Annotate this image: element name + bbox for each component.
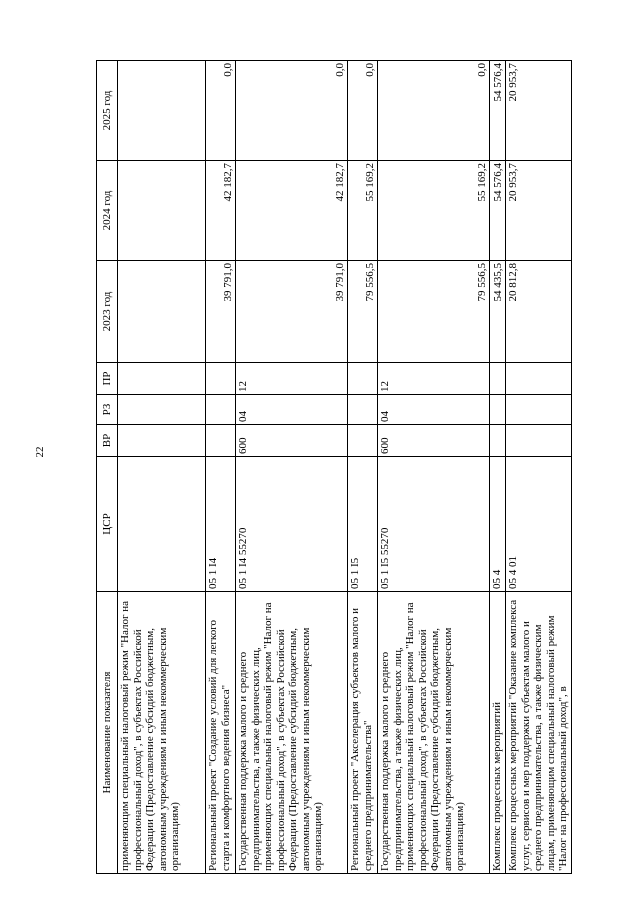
row-rz: 04 [236,395,348,425]
row-2025: 0,0 [206,61,236,161]
budget-table-container [96,61,569,874]
table-row [236,61,348,874]
table-row [348,61,378,874]
row-csr: 05 1 I5 [348,457,378,592]
row-2024: 42 182,7 [206,161,236,261]
row-vr: 600 [378,425,490,457]
row-rz [118,395,206,425]
row-pr [506,363,572,395]
row-2025: 54 576,4 [490,61,506,161]
row-vr: 600 [236,425,348,457]
row-2023 [118,261,206,363]
header-pr: ПР [97,363,118,395]
row-rz: 04 [378,395,490,425]
row-vr [206,425,236,457]
row-name: Региональный проект "Акселерация субъектов малого и среднего предпринимательства" [348,592,378,874]
row-vr [506,425,572,457]
header-rz: РЗ [97,395,118,425]
row-2024: 55 169,2 [348,161,378,261]
header-2024: 2024 год [97,161,118,261]
header-2023: 2023 год [97,261,118,363]
header-vr: ВР [97,425,118,457]
row-2024: 54 576,4 [490,161,506,261]
table-row [118,61,206,874]
row-rz [506,395,572,425]
table-row [506,61,572,874]
row-pr [206,363,236,395]
row-2024 [118,161,206,261]
row-pr [348,363,378,395]
page-number: 22 [34,446,46,458]
row-2025 [118,61,206,161]
row-pr: 12 [236,363,348,395]
table-row [206,61,236,874]
row-2023: 54 435,5 [490,261,506,363]
row-2023: 79 556,5 [348,261,378,363]
row-pr: 12 [378,363,490,395]
row-pr [118,363,206,395]
row-2023: 39 791,0 [236,261,348,363]
row-vr [348,425,378,457]
row-2024: 55 169,2 [378,161,490,261]
row-name: Государственная поддержка малого и среднего предпринимательства, а также физических лиц, применяющих специальный налоговый режим "Налог на профессиональный доход", в субъектах Российской Федерации (Предоставление субсидий бюджетным, автономным учреждениям и иным некоммерческим организациям) [378,592,490,874]
row-2024: 20 953,7 [506,161,572,261]
row-vr [118,425,206,457]
row-name: Комплекс процессных мероприятий [490,592,506,874]
row-name: Комплекс процессных мероприятий "Оказание комплекса услуг, сервисов и мер поддержки субъектам малого и среднего предпринимательства, а также физическим лицам, применяющим специальный налоговый режим "Налог на профессиональный доход", в [506,592,572,874]
row-rz [348,395,378,425]
row-2025: 0,0 [348,61,378,161]
row-name: Государственная поддержка малого и среднего предпринимательства, а также физических лиц, применяющих специальный налоговый режим "Налог на профессиональный доход", в субъектах Российской Федерации (Предоставление субсидий бюджетным, автономным учреждениям и иным некоммерческим организациям) [236,592,348,874]
row-pr [490,363,506,395]
row-2023: 79 556,5 [378,261,490,363]
row-csr: 05 4 01 [506,457,572,592]
row-csr: 05 4 [490,457,506,592]
header-csr: ЦСР [97,457,118,592]
budget-table [96,60,572,874]
row-rz [490,395,506,425]
row-rz [206,395,236,425]
table-row [490,61,506,874]
row-2025: 0,0 [236,61,348,161]
table-row [378,61,490,874]
header-name: Наименование показателя [97,592,118,874]
row-2025: 0,0 [378,61,490,161]
table-header-row [97,61,118,874]
row-csr: 05 1 I5 55270 [378,457,490,592]
row-name: применяющим специальный налоговый режим "Налог на профессиональный доход", в субъектах Российской Федерации (Предоставление субсидий бюджетным, автономным учреждениям и иным некоммерческим организациям) [118,592,206,874]
row-csr: 05 1 I4 [206,457,236,592]
row-csr: 05 1 I4 55270 [236,457,348,592]
row-vr [490,425,506,457]
row-2024: 42 182,7 [236,161,348,261]
row-name: Региональный проект "Создание условий для легкого старта и комфортного ведения бизнеса" [206,592,236,874]
row-csr [118,457,206,592]
row-2025: 20 953,7 [506,61,572,161]
row-2023: 39 791,0 [206,261,236,363]
header-2025: 2025 год [97,61,118,161]
row-2023: 20 812,8 [506,261,572,363]
